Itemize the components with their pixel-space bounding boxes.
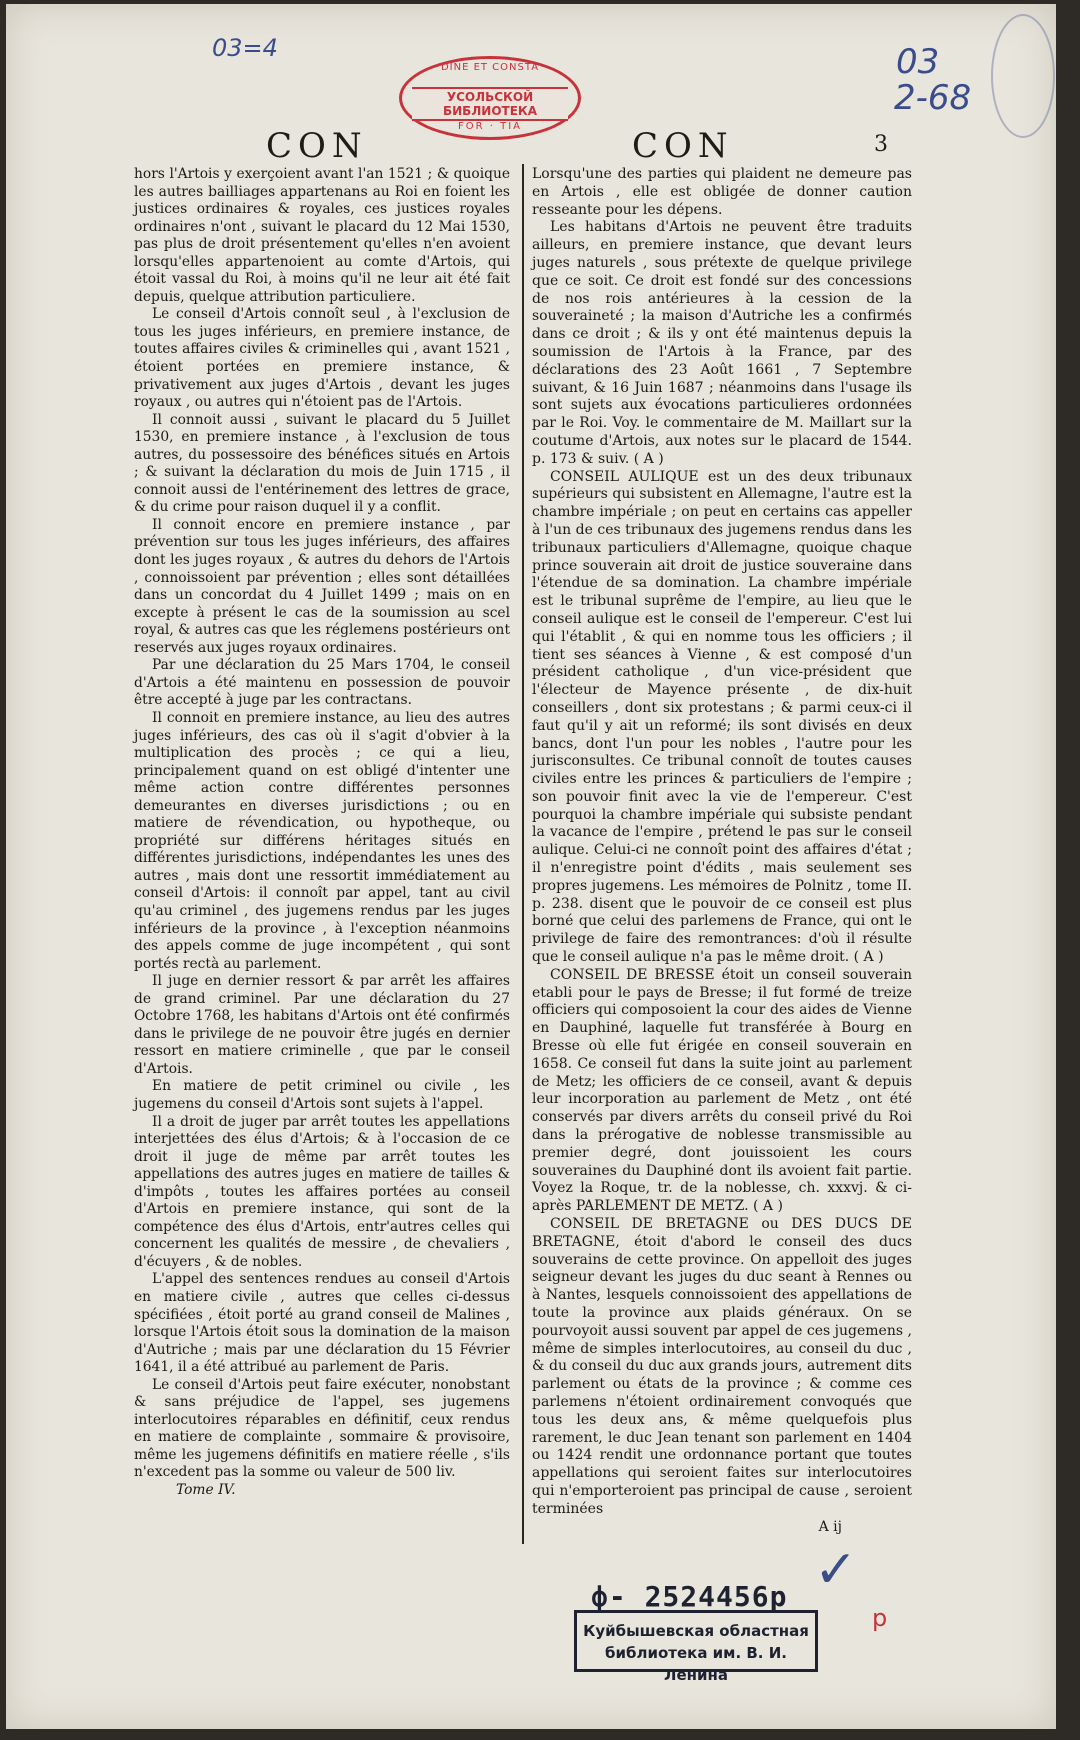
stamp-ring-bottom-text: FOR · TIA [457,121,522,132]
paragraph: Lorsqu'une des parties qui plaident ne demeure pas en Artois , elle est obligée de donner caution resseante pour les dépens. [532,166,912,218]
checkmark-icon: ✓ [814,1540,858,1600]
paragraph: Le conseil d'Artois connoît seul , à l'exclusion de tous les juges inférieurs, en premiere instance, de toutes affaires civiles & criminelles qui , avant 1521 , étoient portées en premiere instance, & privativement aux juges d'Artois , devant les juges royaux , ou autres qui n'étoient pas de l'Artois. [134,306,510,411]
handwritten-line-1: 03 [896,42,940,82]
red-pencil-mark: р [872,1604,888,1632]
paragraph: Il juge en dernier ressort & par arrêt les affaires de grand criminel. Par une déclaration du 27 Octobre 1768, les habitans d'Artois ont été confirmés dans le privilege de ne pouvoir être jugés en dernier ressort en matiere criminelle , que par le conseil d'Artois. [134,973,510,1077]
paragraph: hors l'Artois y exerçoient avant l'an 1521 ; & quoique les autres bailliages appartenans au Roi en foient les justices ordinaires & royales, ces justices royales ordinaires n'ont , suivant le placard du 12 Mai 1530, pas plus de droit présentement qu'elles n'en avoient lorsqu'elles appartenoient au comte d'Artois, qui étoit vassal du Roi, à moins qu'il ne leur ait été fait depuis, quelque attribution particuliere. [134,166,510,305]
document-page [6,4,1056,1729]
volume-signature: Tome IV. [176,1482,236,1499]
running-head-left: CON [266,126,368,166]
paragraph: En matiere de petit criminel ou civile , les jugemens du conseil d'Artois sont sujets à l'appel. [134,1078,510,1112]
left-column [134,166,510,1500]
paragraph: CONSEIL AULIQUE est un des deux tribunaux supérieurs qui subsistent en Allemagne, l'autre est la chambre impériale ; on peut en certains cas appeller à l'un de ces tribunaux des jugemens rendus dans les tribunaux particuliers d'Allemagne, quoique chaque prince souverain ait droit de justice souveraine dans l'étendue de sa domination. La chambre impériale est le tribunal suprême de l'empire, au lieu que le conseil aulique est le conseil de l'empereur. C'est lui qui l'établit , & qui en nomme tous les officiers ; il tient ses séances à Vienne , & est composé d'un président catholique , d'un vice-président que l'électeur de Mayence présente , de dix-huit conseillers , dont six protestans ; & parmi ceux-ci il faut qu'il y ait un reformé; ils sont divisés en deux bancs, dont l'un pour les nobles , l'autre pour les jurisconsultes. Ce tribunal connoît de toutes causes civiles entre les princes & particuliers de l'empire ; son pouvoir finit avec la vie de l'empereur. C'est pourquoi la chambre impériale qui subsiste pendant la vacance de l'empire , prétend le pas sur le conseil aulique. Celui-ci ne connoît point des affaires d'état ; il n'enregistre point d'édits , mais seulement ses propres jugemens. Les mémoires de Polnitz , tome II. p. 238. disent que le pouvoir de ce conseil est plus borné que celui des parlemens de France, qui ont le privilege de faire des remontrances: d'où il résulte que le conseil aulique n'a pas le même droit. ( A ) [532,468,912,966]
paragraph: Le conseil d'Artois peut faire exécuter, nonobstant & sans préjudice de l'appel, ses jugemens interlocutoires réparables en définitif, ceux rendus en matiere de complainte , sommaire & provisoire, même les jugemens définitifs en matiere réelle , s'ils n'excedent pas la somme ou valeur de 500 liv. [134,1376,510,1481]
page-number: 3 [874,132,888,157]
gathering-signature: A ij [818,1518,842,1535]
handwritten-shelfmark-left: 03=4 [212,34,278,62]
paragraph: L'appel des sentences rendues au conseil d'Artois en matiere civile , autres que celles ci-dessus spécifiées , étoit porté au grand conseil de Malines , lorsque l'Artois étoit sous la domination de la maison d'Autriche ; mais par une déclaration du 15 Février 1641, il a été attribué au parlement de Paris. [134,1271,510,1376]
running-head-right: CON [632,126,734,166]
library-oval-stamp [399,56,581,140]
paragraph: CONSEIL DE BRESSE étoit un conseil souverain etabli pour le pays de Bresse; il fut formé de treize officiers qui composoient la cour des aides de Vienne en Dauphiné, laquelle fut transférée à Bourg en Bresse où elle fut érigée en conseil souverain en 1658. Ce conseil fut dans la suite joint au parlement de Metz; les officiers de ce conseil, avant & depuis leur incorporation au parlement de Metz , ont été conservés par divers arrêts du conseil privé du Roi dans la prérogative de noblesse transmissible au premier degré, dont jouissoient les cours souveraines du Dauphiné dont ils avoient fait partie. Voyez la Roque, tr. de la noblesse, ch. xxxvj. & ci-après PARLEMENT DE METZ. ( A ) [532,966,912,1215]
faded-side-stamp [991,14,1055,138]
inventory-number: ф- 2524456р [591,1580,788,1613]
paragraph: Il connoit aussi , suivant le placard du 5 Juillet 1530, en premiere instance , à l'exclusion de tous autres, du possessoire des bénéfices situés en Artois ; & suivant la déclaration du mois de Juin 1715 , il connoit aussi de l'entérinement des lettres de grace, & du crime pour raison duquel il y a conflit. [134,411,510,516]
paragraph: Il connoit encore en premiere instance , par prévention sur tous les juges inférieurs, des affaires dont les juges royaux , & autres du dehors de l'Artois , connoissoient par prévention ; elles sont détaillées dans un concordat du 4 Juillet 1499 ; mais on en excepte à présent le cas de la soumission au scel royal, & autres cas que les réglemens postérieurs ont reservés aux juges royaux ordinaires. [134,516,510,656]
paragraph: Les habitans d'Artois ne peuvent être traduits ailleurs, en premiere instance, que devant leurs juges naturels , sous prétexte de quelque privilege que ce soit. Ce droit est fondé sur des concessions de nos rois antérieures à la cession de la souveraineté ; la maison d'Autriche les a confirmés dans ce droit ; & ils y ont été maintenus depuis la soumission de l'Artois à la France, par des déclarations des 23 Août 1661 , 7 Septembre suivant, & 16 Juin 1687 ; néanmoins dans l'usage ils sont sujets aux évocations particulieres ordonnées par le Roi. Voy. le commentaire de M. Maillart sur la coutume d'Artois, aux notes sur le placard de 1544. p. 173 & suiv. ( A ) [532,219,912,467]
library-rectangular-stamp [574,1610,818,1684]
paragraph: Par une déclaration du 25 Mars 1704, le conseil d'Artois a été maintenu en possession de pouvoir être accepté à juge par les contractans. [134,657,510,709]
paragraph: Il connoit en premiere instance, au lieu des autres juges inférieurs, des cas où il s'agit d'obvier à la multiplication des procès ; ce qui a lieu, principalement quand on est obligé d'intenter une même action contre différentes personnes demeurantes en diverses jurisdictions ; ou en matiere de révendication, ou hypotheque, ou propriété sur différens héritages situés en différentes jurisdictions, indépendantes les unes des autres , mais dont une ressortit immédiatement au conseil d'Artois: il connoît par appel, tant au civil qu'au criminel , des jugemens rendus par les juges inférieurs de la province , à l'exception néanmoins des appels comme de juge incompétent , qui sont portés rectà au parlement. [134,709,510,972]
stamp-band-text: УСОЛЬСКОЙ БИБЛИОТЕКА [412,87,568,121]
stamp-ring-text: DINE ET CONSTA [440,62,540,73]
column-divider [522,164,524,1544]
library-stamp-line-2: библиотека им. В. И. Ленина [605,1644,787,1684]
handwritten-line-2: 2-68 [894,78,972,118]
paragraph: Il a droit de juger par arrêt toutes les appellations interjettées des élus d'Artois; & à l'occasion de ce droit il juge de même par arrêt toutes les appellations des autres juges en matiere de tailles & d'impôts , toutes les affaires portées au conseil d'Artois en premiere instance, qui sont de la compétence des élus d'Artois, entr'autres celles qui concernent les qualités de messire , de chevaliers , d'écuyers , & de nobles. [134,1113,510,1270]
library-stamp-line-1: Куйбышевская областная [583,1622,809,1640]
right-column [532,166,912,1536]
paragraph: CONSEIL DE BRETAGNE ou DES DUCS DE BRETAGNE, étoit d'abord le conseil des ducs souverains de cette province. On appelloit des juges seigneur devant les juges du duc seant à Rennes ou à Nantes, lesquels connoissoient des appellations de toute la province aux plaids généraux. On se pourvoyoit aussi souvent par appel de ces jugemens , même de simples interlocutoires, au conseil du duc , & du conseil du duc aux grands jours, autrement dits parlement ou états de la province ; & comme ces parlemens n'étoient ordinairement convoqués que tous les deux ans, & même quelquefois plus rarement, le duc Jean tenant son parlement en 1404 ou 1424 rendit une ordonnance portant que toutes appellations qui seroient faites sur interlocutoires qui n'emporteroient pas principal de cause , seroient terminées [532,1216,912,1517]
handwritten-shelfmark-right [896,44,971,116]
